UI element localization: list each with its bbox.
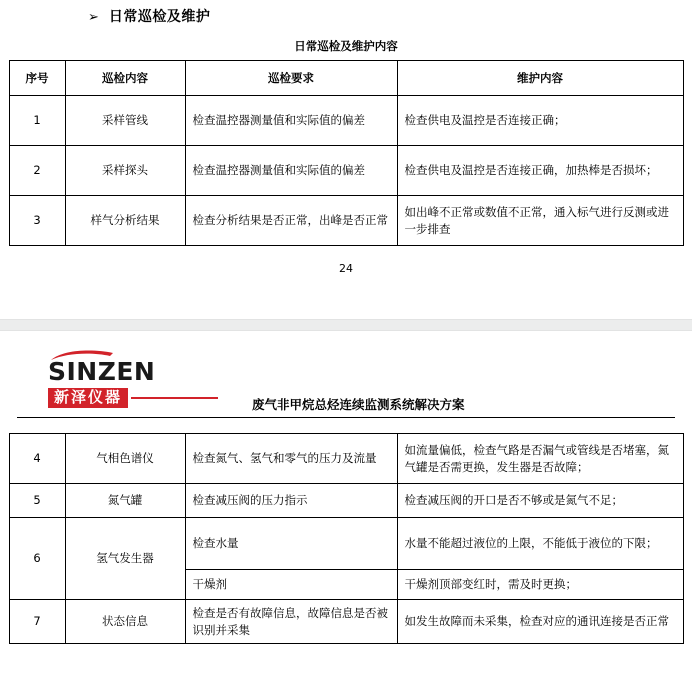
cell-no: 4: [9, 434, 65, 484]
column-header-maintenance: 维护内容: [397, 61, 683, 96]
cell-requirement: 检查温控器测量值和实际值的偏差: [185, 146, 397, 196]
cell-requirement: 干燥剂: [185, 570, 397, 600]
header-title: 废气非甲烷总烃连续监测系统解决方案: [252, 397, 465, 412]
cell-requirement: 检查分析结果是否正常，出峰是否正常: [185, 196, 397, 246]
table-title: 日常巡检及维护内容: [294, 39, 398, 53]
logo-brand-en-text: SINZEN: [48, 357, 156, 386]
cell-maintenance: 检查减压阀的开口是否不够或是氮气不足；: [397, 484, 683, 518]
cell-requirement: 检查温控器测量值和实际值的偏差: [185, 96, 397, 146]
page-header: [0, 345, 692, 419]
table-row: [9, 146, 683, 196]
cell-item: 采样探头: [65, 146, 185, 196]
table-row: [9, 600, 683, 644]
logo-rule: [131, 397, 218, 399]
company-logo: [48, 359, 218, 408]
column-header-item: 巡检内容: [65, 61, 185, 96]
inspection-table-page2: [9, 433, 684, 644]
cell-maintenance: 水量不能超过液位的上限，不能低于液位的下限；: [397, 518, 683, 570]
cell-no: 1: [9, 96, 65, 146]
page-separator: [0, 319, 692, 331]
cell-maintenance: 检查供电及温控是否连接正确；: [397, 96, 683, 146]
cell-maintenance: 如流量偏低，检查气路是否漏气或管线是否堵塞，氮气罐是否需更换，发生器是否故障；: [397, 434, 683, 484]
header-divider: [17, 417, 675, 418]
cell-no: 7: [9, 600, 65, 644]
inspection-table-page1: [9, 60, 684, 246]
cell-no: 2: [9, 146, 65, 196]
cell-requirement: 检查氮气、氢气和零气的压力及流量: [185, 434, 397, 484]
swoosh-icon: [50, 350, 114, 361]
page-one: [0, 0, 692, 275]
section-heading-text: 日常巡检及维护: [108, 9, 211, 25]
cell-requirement: 检查水量: [185, 518, 397, 570]
cell-maintenance: 检查供电及温控是否连接正确，加热棒是否损坏；: [397, 146, 683, 196]
table-row: [9, 518, 683, 570]
cell-requirement: 检查减压阀的压力指示: [185, 484, 397, 518]
table-header-row: [9, 61, 683, 96]
table-row: [9, 96, 683, 146]
logo-brand-cn-text: 新泽仪器: [48, 388, 128, 408]
cell-item: 样气分析结果: [65, 196, 185, 246]
column-header-requirement: 巡检要求: [185, 61, 397, 96]
cell-item: 采样管线: [65, 96, 185, 146]
cell-no: 5: [9, 484, 65, 518]
page-gap: [0, 275, 692, 301]
page-two: [0, 345, 692, 644]
column-header-no: 序号: [9, 61, 65, 96]
arrow-bullet-icon: ➢: [88, 8, 99, 24]
table-row: [9, 434, 683, 484]
cell-item: 气相色谱仪: [65, 434, 185, 484]
cell-item: 氮气罐: [65, 484, 185, 518]
section-heading-row: [0, 0, 692, 30]
table-row: [9, 196, 683, 246]
cell-maintenance: 干燥剂顶部变红时，需及时更换；: [397, 570, 683, 600]
table-row: [9, 484, 683, 518]
cell-item: 状态信息: [65, 600, 185, 644]
cell-item: 氢气发生器: [65, 518, 185, 600]
logo-brand-en: [48, 359, 155, 384]
cell-maintenance: 如发生故障而未采集，检查对应的通讯连接是否正常: [397, 600, 683, 644]
cell-no: 6: [9, 518, 65, 600]
cell-no: 3: [9, 196, 65, 246]
page-number: 24: [339, 262, 353, 275]
cell-maintenance: 如出峰不正常或数值不正常，通入标气进行反测或进一步排查: [397, 196, 683, 246]
logo-brand-cn: [48, 388, 218, 408]
cell-requirement: 检查是否有故障信息，故障信息是否被识别并采集: [185, 600, 397, 644]
